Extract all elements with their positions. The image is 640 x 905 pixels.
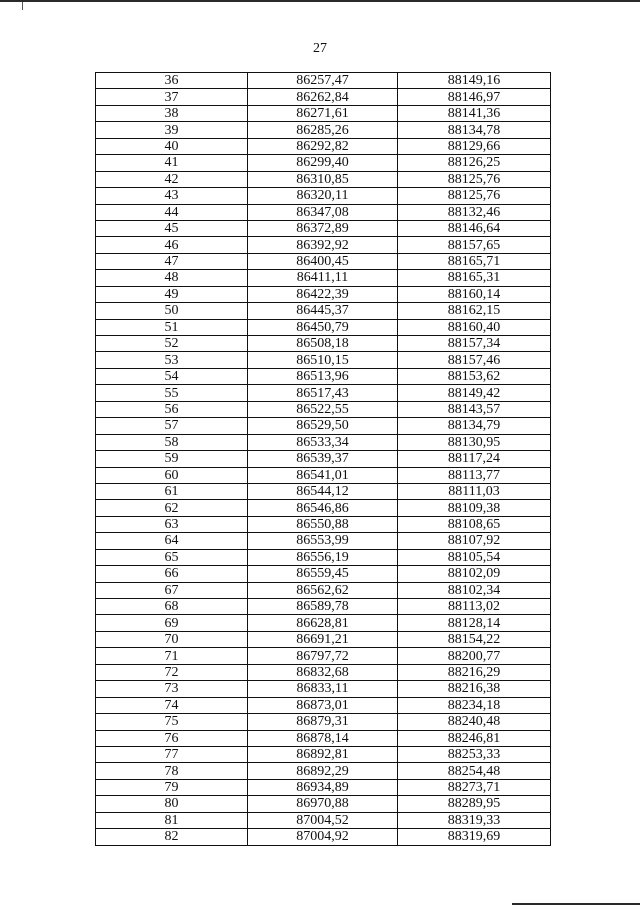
y-coordinate-cell: 88154,22 — [398, 631, 551, 647]
point-number-cell: 52 — [96, 336, 248, 352]
table-row — [96, 89, 551, 105]
table-row — [96, 615, 551, 631]
x-coordinate-cell: 86508,18 — [248, 336, 398, 352]
table-row — [96, 155, 551, 171]
table-row — [96, 336, 551, 352]
table-row — [96, 746, 551, 762]
point-number-cell: 50 — [96, 303, 248, 319]
table-row — [96, 500, 551, 516]
table-row — [96, 451, 551, 467]
x-coordinate-cell: 86556,19 — [248, 549, 398, 565]
table-row — [96, 303, 551, 319]
table-row — [96, 483, 551, 499]
table-row — [96, 368, 551, 384]
y-coordinate-cell: 88102,34 — [398, 582, 551, 598]
y-coordinate-cell: 88113,77 — [398, 467, 551, 483]
x-coordinate-cell: 86292,82 — [248, 138, 398, 154]
point-number-cell: 49 — [96, 286, 248, 302]
x-coordinate-cell: 86970,88 — [248, 796, 398, 812]
x-coordinate-cell: 86522,55 — [248, 401, 398, 417]
point-number-cell: 70 — [96, 631, 248, 647]
x-coordinate-cell: 86892,29 — [248, 763, 398, 779]
table-row — [96, 319, 551, 335]
point-number-cell: 46 — [96, 237, 248, 253]
table-row — [96, 434, 551, 450]
y-coordinate-cell: 88319,33 — [398, 812, 551, 828]
point-number-cell: 43 — [96, 188, 248, 204]
y-coordinate-cell: 88125,76 — [398, 171, 551, 187]
point-number-cell: 58 — [96, 434, 248, 450]
y-coordinate-cell: 88113,02 — [398, 599, 551, 615]
y-coordinate-cell: 88126,25 — [398, 155, 551, 171]
point-number-cell: 39 — [96, 122, 248, 138]
y-coordinate-cell: 88129,66 — [398, 138, 551, 154]
scan-border-top — [0, 0, 640, 2]
point-number-cell: 37 — [96, 89, 248, 105]
y-coordinate-cell: 88162,15 — [398, 303, 551, 319]
point-number-cell: 48 — [96, 270, 248, 286]
x-coordinate-cell: 86392,92 — [248, 237, 398, 253]
point-number-cell: 59 — [96, 451, 248, 467]
table-row — [96, 467, 551, 483]
point-number-cell: 36 — [96, 73, 248, 89]
x-coordinate-cell: 86550,88 — [248, 516, 398, 532]
y-coordinate-cell: 88160,14 — [398, 286, 551, 302]
x-coordinate-cell: 86347,08 — [248, 204, 398, 220]
x-coordinate-cell: 86562,62 — [248, 582, 398, 598]
x-coordinate-cell: 86299,40 — [248, 155, 398, 171]
x-coordinate-cell: 86546,86 — [248, 500, 398, 516]
x-coordinate-cell: 86878,14 — [248, 730, 398, 746]
point-number-cell: 72 — [96, 664, 248, 680]
point-number-cell: 79 — [96, 779, 248, 795]
y-coordinate-cell: 88117,24 — [398, 451, 551, 467]
point-number-cell: 60 — [96, 467, 248, 483]
point-number-cell: 65 — [96, 549, 248, 565]
y-coordinate-cell: 88149,42 — [398, 385, 551, 401]
x-coordinate-cell: 86553,99 — [248, 533, 398, 549]
table-row — [96, 681, 551, 697]
y-coordinate-cell: 88146,97 — [398, 89, 551, 105]
y-coordinate-cell: 88319,69 — [398, 829, 551, 845]
x-coordinate-cell: 87004,92 — [248, 829, 398, 845]
point-number-cell: 42 — [96, 171, 248, 187]
table-row — [96, 286, 551, 302]
y-coordinate-cell: 88153,62 — [398, 368, 551, 384]
point-number-cell: 56 — [96, 401, 248, 417]
x-coordinate-cell: 86411,11 — [248, 270, 398, 286]
point-number-cell: 57 — [96, 418, 248, 434]
point-number-cell: 76 — [96, 730, 248, 746]
point-number-cell: 64 — [96, 533, 248, 549]
point-number-cell: 66 — [96, 566, 248, 582]
point-number-cell: 73 — [96, 681, 248, 697]
point-number-cell: 55 — [96, 385, 248, 401]
table-row — [96, 582, 551, 598]
table-row — [96, 664, 551, 680]
x-coordinate-cell: 86320,11 — [248, 188, 398, 204]
x-coordinate-cell: 86372,89 — [248, 220, 398, 236]
y-coordinate-cell: 88253,33 — [398, 746, 551, 762]
x-coordinate-cell: 86445,37 — [248, 303, 398, 319]
y-coordinate-cell: 88128,14 — [398, 615, 551, 631]
point-number-cell: 71 — [96, 648, 248, 664]
y-coordinate-cell: 88157,34 — [398, 336, 551, 352]
table-row — [96, 204, 551, 220]
x-coordinate-cell: 86544,12 — [248, 483, 398, 499]
x-coordinate-cell: 86628,81 — [248, 615, 398, 631]
table-row — [96, 796, 551, 812]
table-row — [96, 516, 551, 532]
point-number-cell: 47 — [96, 253, 248, 269]
table-row — [96, 730, 551, 746]
table-row — [96, 138, 551, 154]
table-row — [96, 697, 551, 713]
table-row — [96, 829, 551, 845]
table-row — [96, 73, 551, 89]
point-number-cell: 82 — [96, 829, 248, 845]
y-coordinate-cell: 88132,46 — [398, 204, 551, 220]
y-coordinate-cell: 88216,29 — [398, 664, 551, 680]
y-coordinate-cell: 88157,65 — [398, 237, 551, 253]
table-row — [96, 763, 551, 779]
y-coordinate-cell: 88289,95 — [398, 796, 551, 812]
y-coordinate-cell: 88157,46 — [398, 352, 551, 368]
x-coordinate-cell: 86533,34 — [248, 434, 398, 450]
x-coordinate-cell: 86422,39 — [248, 286, 398, 302]
table-row — [96, 122, 551, 138]
point-number-cell: 69 — [96, 615, 248, 631]
x-coordinate-cell: 86285,26 — [248, 122, 398, 138]
table-row — [96, 220, 551, 236]
table-row — [96, 714, 551, 730]
y-coordinate-cell: 88108,65 — [398, 516, 551, 532]
x-coordinate-cell: 86873,01 — [248, 697, 398, 713]
table-row — [96, 779, 551, 795]
point-number-cell: 81 — [96, 812, 248, 828]
table-row — [96, 105, 551, 121]
y-coordinate-cell: 88102,09 — [398, 566, 551, 582]
point-number-cell: 45 — [96, 220, 248, 236]
x-coordinate-cell: 86879,31 — [248, 714, 398, 730]
x-coordinate-cell: 86510,15 — [248, 352, 398, 368]
table-row — [96, 352, 551, 368]
table-row — [96, 648, 551, 664]
table-row — [96, 566, 551, 582]
point-number-cell: 41 — [96, 155, 248, 171]
point-number-cell: 62 — [96, 500, 248, 516]
x-coordinate-cell: 86797,72 — [248, 648, 398, 664]
point-number-cell: 51 — [96, 319, 248, 335]
x-coordinate-cell: 86517,43 — [248, 385, 398, 401]
x-coordinate-cell: 86513,96 — [248, 368, 398, 384]
point-number-cell: 63 — [96, 516, 248, 532]
x-coordinate-cell: 86539,37 — [248, 451, 398, 467]
point-number-cell: 67 — [96, 582, 248, 598]
x-coordinate-cell: 86541,01 — [248, 467, 398, 483]
point-number-cell: 80 — [96, 796, 248, 812]
x-coordinate-cell: 86529,50 — [248, 418, 398, 434]
x-coordinate-cell: 86257,47 — [248, 73, 398, 89]
point-number-cell: 38 — [96, 105, 248, 121]
y-coordinate-cell: 88105,54 — [398, 549, 551, 565]
point-number-cell: 77 — [96, 746, 248, 762]
y-coordinate-cell: 88216,38 — [398, 681, 551, 697]
x-coordinate-cell: 86310,85 — [248, 171, 398, 187]
y-coordinate-cell: 88130,95 — [398, 434, 551, 450]
y-coordinate-cell: 88134,78 — [398, 122, 551, 138]
table-row — [96, 270, 551, 286]
table-row — [96, 599, 551, 615]
table-row — [96, 549, 551, 565]
point-number-cell: 74 — [96, 697, 248, 713]
y-coordinate-cell: 88240,48 — [398, 714, 551, 730]
scan-artifact-mark — [22, 2, 23, 10]
x-coordinate-cell: 86271,61 — [248, 105, 398, 121]
table-row — [96, 631, 551, 647]
table-row — [96, 401, 551, 417]
y-coordinate-cell: 88165,31 — [398, 270, 551, 286]
x-coordinate-cell: 86892,81 — [248, 746, 398, 762]
table-row — [96, 533, 551, 549]
table-row — [96, 418, 551, 434]
y-coordinate-cell: 88273,71 — [398, 779, 551, 795]
y-coordinate-cell: 88200,77 — [398, 648, 551, 664]
x-coordinate-cell: 86833,11 — [248, 681, 398, 697]
y-coordinate-cell: 88134,79 — [398, 418, 551, 434]
x-coordinate-cell: 86934,89 — [248, 779, 398, 795]
point-number-cell: 78 — [96, 763, 248, 779]
x-coordinate-cell: 86589,78 — [248, 599, 398, 615]
y-coordinate-cell: 88107,92 — [398, 533, 551, 549]
coordinates-table-body — [96, 73, 551, 846]
table-row — [96, 253, 551, 269]
point-number-cell: 44 — [96, 204, 248, 220]
point-number-cell: 61 — [96, 483, 248, 499]
x-coordinate-cell: 86832,68 — [248, 664, 398, 680]
point-number-cell: 68 — [96, 599, 248, 615]
y-coordinate-cell: 88234,18 — [398, 697, 551, 713]
table-row — [96, 385, 551, 401]
point-number-cell: 40 — [96, 138, 248, 154]
x-coordinate-cell: 86400,45 — [248, 253, 398, 269]
table-row — [96, 171, 551, 187]
y-coordinate-cell: 88160,40 — [398, 319, 551, 335]
point-number-cell: 54 — [96, 368, 248, 384]
point-number-cell: 75 — [96, 714, 248, 730]
point-number-cell: 53 — [96, 352, 248, 368]
y-coordinate-cell: 88246,81 — [398, 730, 551, 746]
y-coordinate-cell: 88149,16 — [398, 73, 551, 89]
x-coordinate-cell: 86262,84 — [248, 89, 398, 105]
table-row — [96, 237, 551, 253]
x-coordinate-cell: 86691,21 — [248, 631, 398, 647]
page-number: 27 — [313, 41, 327, 56]
table-row — [96, 812, 551, 828]
table-row — [96, 188, 551, 204]
y-coordinate-cell: 88141,36 — [398, 105, 551, 121]
coordinates-table — [95, 72, 551, 846]
x-coordinate-cell: 86559,45 — [248, 566, 398, 582]
y-coordinate-cell: 88143,57 — [398, 401, 551, 417]
y-coordinate-cell: 88146,64 — [398, 220, 551, 236]
x-coordinate-cell: 86450,79 — [248, 319, 398, 335]
y-coordinate-cell: 88254,48 — [398, 763, 551, 779]
y-coordinate-cell: 88111,03 — [398, 483, 551, 499]
x-coordinate-cell: 87004,52 — [248, 812, 398, 828]
y-coordinate-cell: 88109,38 — [398, 500, 551, 516]
y-coordinate-cell: 88125,76 — [398, 188, 551, 204]
y-coordinate-cell: 88165,71 — [398, 253, 551, 269]
